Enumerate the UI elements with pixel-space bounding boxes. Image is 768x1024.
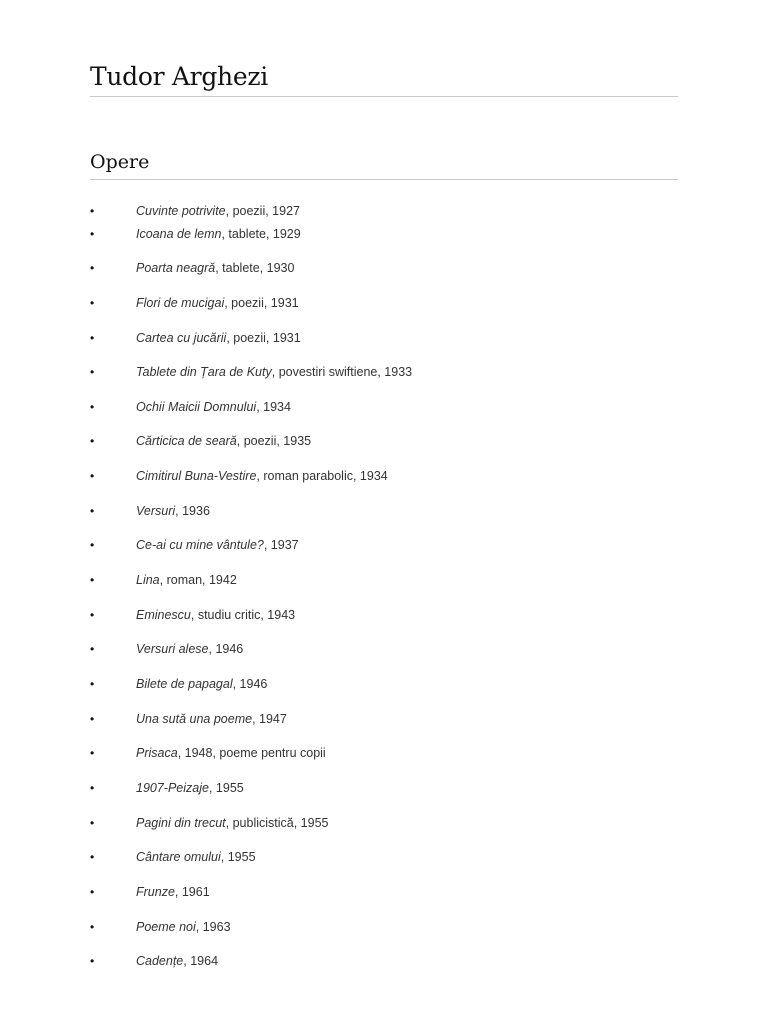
list-item — [0, 570, 768, 590]
work-title: Cărticica de seară — [136, 434, 237, 448]
section-divider — [90, 179, 678, 180]
list-item — [0, 258, 768, 278]
work-entry — [136, 847, 256, 867]
work-entry — [136, 362, 412, 382]
work-entry — [136, 535, 299, 555]
work-entry — [136, 639, 243, 659]
work-title: Tablete din Țara de Kuty — [136, 365, 272, 379]
work-detail: , 1963 — [195, 920, 231, 934]
list-item — [0, 639, 768, 659]
work-detail: , poezii, 1931 — [226, 331, 301, 345]
work-title: Poarta neagră — [136, 261, 216, 275]
work-title: Versuri — [136, 504, 176, 518]
list-item — [0, 605, 768, 625]
bullet-icon: • — [90, 850, 95, 864]
bullet-icon: • — [90, 677, 95, 691]
work-title: Cântare omului — [136, 850, 221, 864]
work-entry — [136, 258, 294, 278]
bullet-icon: • — [90, 296, 95, 310]
page-title: Tudor Arghezi — [90, 62, 268, 91]
work-entry — [136, 293, 299, 313]
work-title: Cuvinte potrivite — [136, 204, 226, 218]
bullet-icon: • — [90, 608, 95, 622]
work-title: 1907-Peizaje — [136, 781, 209, 795]
work-title: Ochii Maicii Domnului — [136, 400, 257, 414]
work-entry — [136, 501, 210, 521]
work-detail: , 1961 — [174, 885, 210, 899]
work-title: Poeme noi — [136, 920, 196, 934]
bullet-icon: • — [90, 642, 95, 656]
work-entry — [136, 882, 210, 902]
bullet-icon: • — [90, 573, 95, 587]
list-item — [0, 501, 768, 521]
list-item — [0, 674, 768, 694]
work-title: Lina — [136, 573, 160, 587]
bullet-icon: • — [90, 204, 95, 218]
work-entry — [136, 570, 237, 590]
work-title: Frunze — [136, 885, 175, 899]
list-item — [0, 431, 768, 451]
work-entry — [136, 709, 287, 729]
bullet-icon: • — [90, 227, 95, 241]
work-entry — [136, 778, 244, 798]
title-divider — [90, 96, 678, 97]
bullet-icon: • — [90, 920, 95, 934]
list-item — [0, 201, 768, 221]
work-detail: , roman parabolic, 1934 — [256, 469, 388, 483]
list-item — [0, 743, 768, 763]
work-entry — [136, 743, 326, 763]
bullet-icon: • — [90, 261, 95, 275]
work-entry — [136, 224, 301, 244]
work-entry — [136, 813, 328, 833]
bullet-icon: • — [90, 469, 95, 483]
work-title: Prisaca — [136, 746, 178, 760]
bullet-icon: • — [90, 954, 95, 968]
work-detail: , 1955 — [220, 850, 256, 864]
list-item — [0, 813, 768, 833]
work-entry — [136, 605, 295, 625]
list-item — [0, 362, 768, 382]
list-item — [0, 951, 768, 971]
bullet-icon: • — [90, 712, 95, 726]
bullet-icon: • — [90, 504, 95, 518]
work-detail: , tablete, 1930 — [215, 261, 295, 275]
bullet-icon: • — [90, 781, 95, 795]
work-detail: , povestiri swiftiene, 1933 — [271, 365, 413, 379]
list-item — [0, 917, 768, 937]
bullet-icon: • — [90, 746, 95, 760]
work-entry — [136, 917, 231, 937]
work-detail: , poezii, 1935 — [236, 434, 312, 448]
work-detail: , studiu critic, 1943 — [190, 608, 296, 622]
bullet-icon: • — [90, 538, 95, 552]
work-entry — [136, 951, 218, 971]
work-detail: , 1947 — [252, 712, 287, 726]
bullet-icon: • — [90, 365, 95, 379]
work-title: Una sută una poeme — [136, 712, 253, 726]
work-title: Cartea cu jucării — [136, 331, 227, 345]
work-title: Versuri alese — [136, 642, 209, 656]
bullet-icon: • — [90, 400, 95, 414]
work-detail: , poezii, 1927 — [225, 204, 300, 218]
bullet-icon: • — [90, 816, 95, 830]
list-item — [0, 466, 768, 486]
work-entry — [136, 397, 291, 417]
work-title: Bilete de papagal — [136, 677, 233, 691]
work-detail: , roman, 1942 — [159, 573, 237, 587]
work-detail: , 1955 — [208, 781, 244, 795]
bullet-icon: • — [90, 331, 95, 345]
list-item — [0, 882, 768, 902]
work-detail: , 1946 — [232, 677, 268, 691]
work-title: Icoana de lemn — [136, 227, 222, 241]
work-entry — [136, 201, 300, 221]
list-item — [0, 224, 768, 244]
work-detail: , poezii, 1931 — [224, 296, 299, 310]
list-item — [0, 535, 768, 555]
bullet-icon: • — [90, 434, 95, 448]
list-item — [0, 847, 768, 867]
list-item — [0, 328, 768, 348]
work-detail: , 1964 — [183, 954, 219, 968]
work-detail: , 1948, poeme pentru copii — [177, 746, 326, 760]
work-entry — [136, 466, 388, 486]
work-title: Flori de mucigai — [136, 296, 225, 310]
list-item — [0, 293, 768, 313]
work-detail: , 1936 — [175, 504, 210, 518]
work-entry — [136, 674, 267, 694]
list-item — [0, 709, 768, 729]
work-title: Cimitirul Buna-Vestire — [136, 469, 257, 483]
work-entry — [136, 431, 311, 451]
work-detail: , 1937 — [263, 538, 299, 552]
work-entry — [136, 328, 301, 348]
work-title: Eminescu — [136, 608, 191, 622]
work-title: Ce-ai cu mine vântule? — [136, 538, 264, 552]
work-detail: , tablete, 1929 — [221, 227, 301, 241]
bullet-icon: • — [90, 885, 95, 899]
work-title: Pagini din trecut — [136, 816, 226, 830]
work-detail: , 1934 — [256, 400, 291, 414]
work-detail: , 1946 — [208, 642, 244, 656]
work-title: Cadențe — [136, 954, 184, 968]
work-detail: , publicistică, 1955 — [225, 816, 329, 830]
list-item — [0, 778, 768, 798]
section-heading: Opere — [90, 151, 150, 173]
list-item — [0, 397, 768, 417]
